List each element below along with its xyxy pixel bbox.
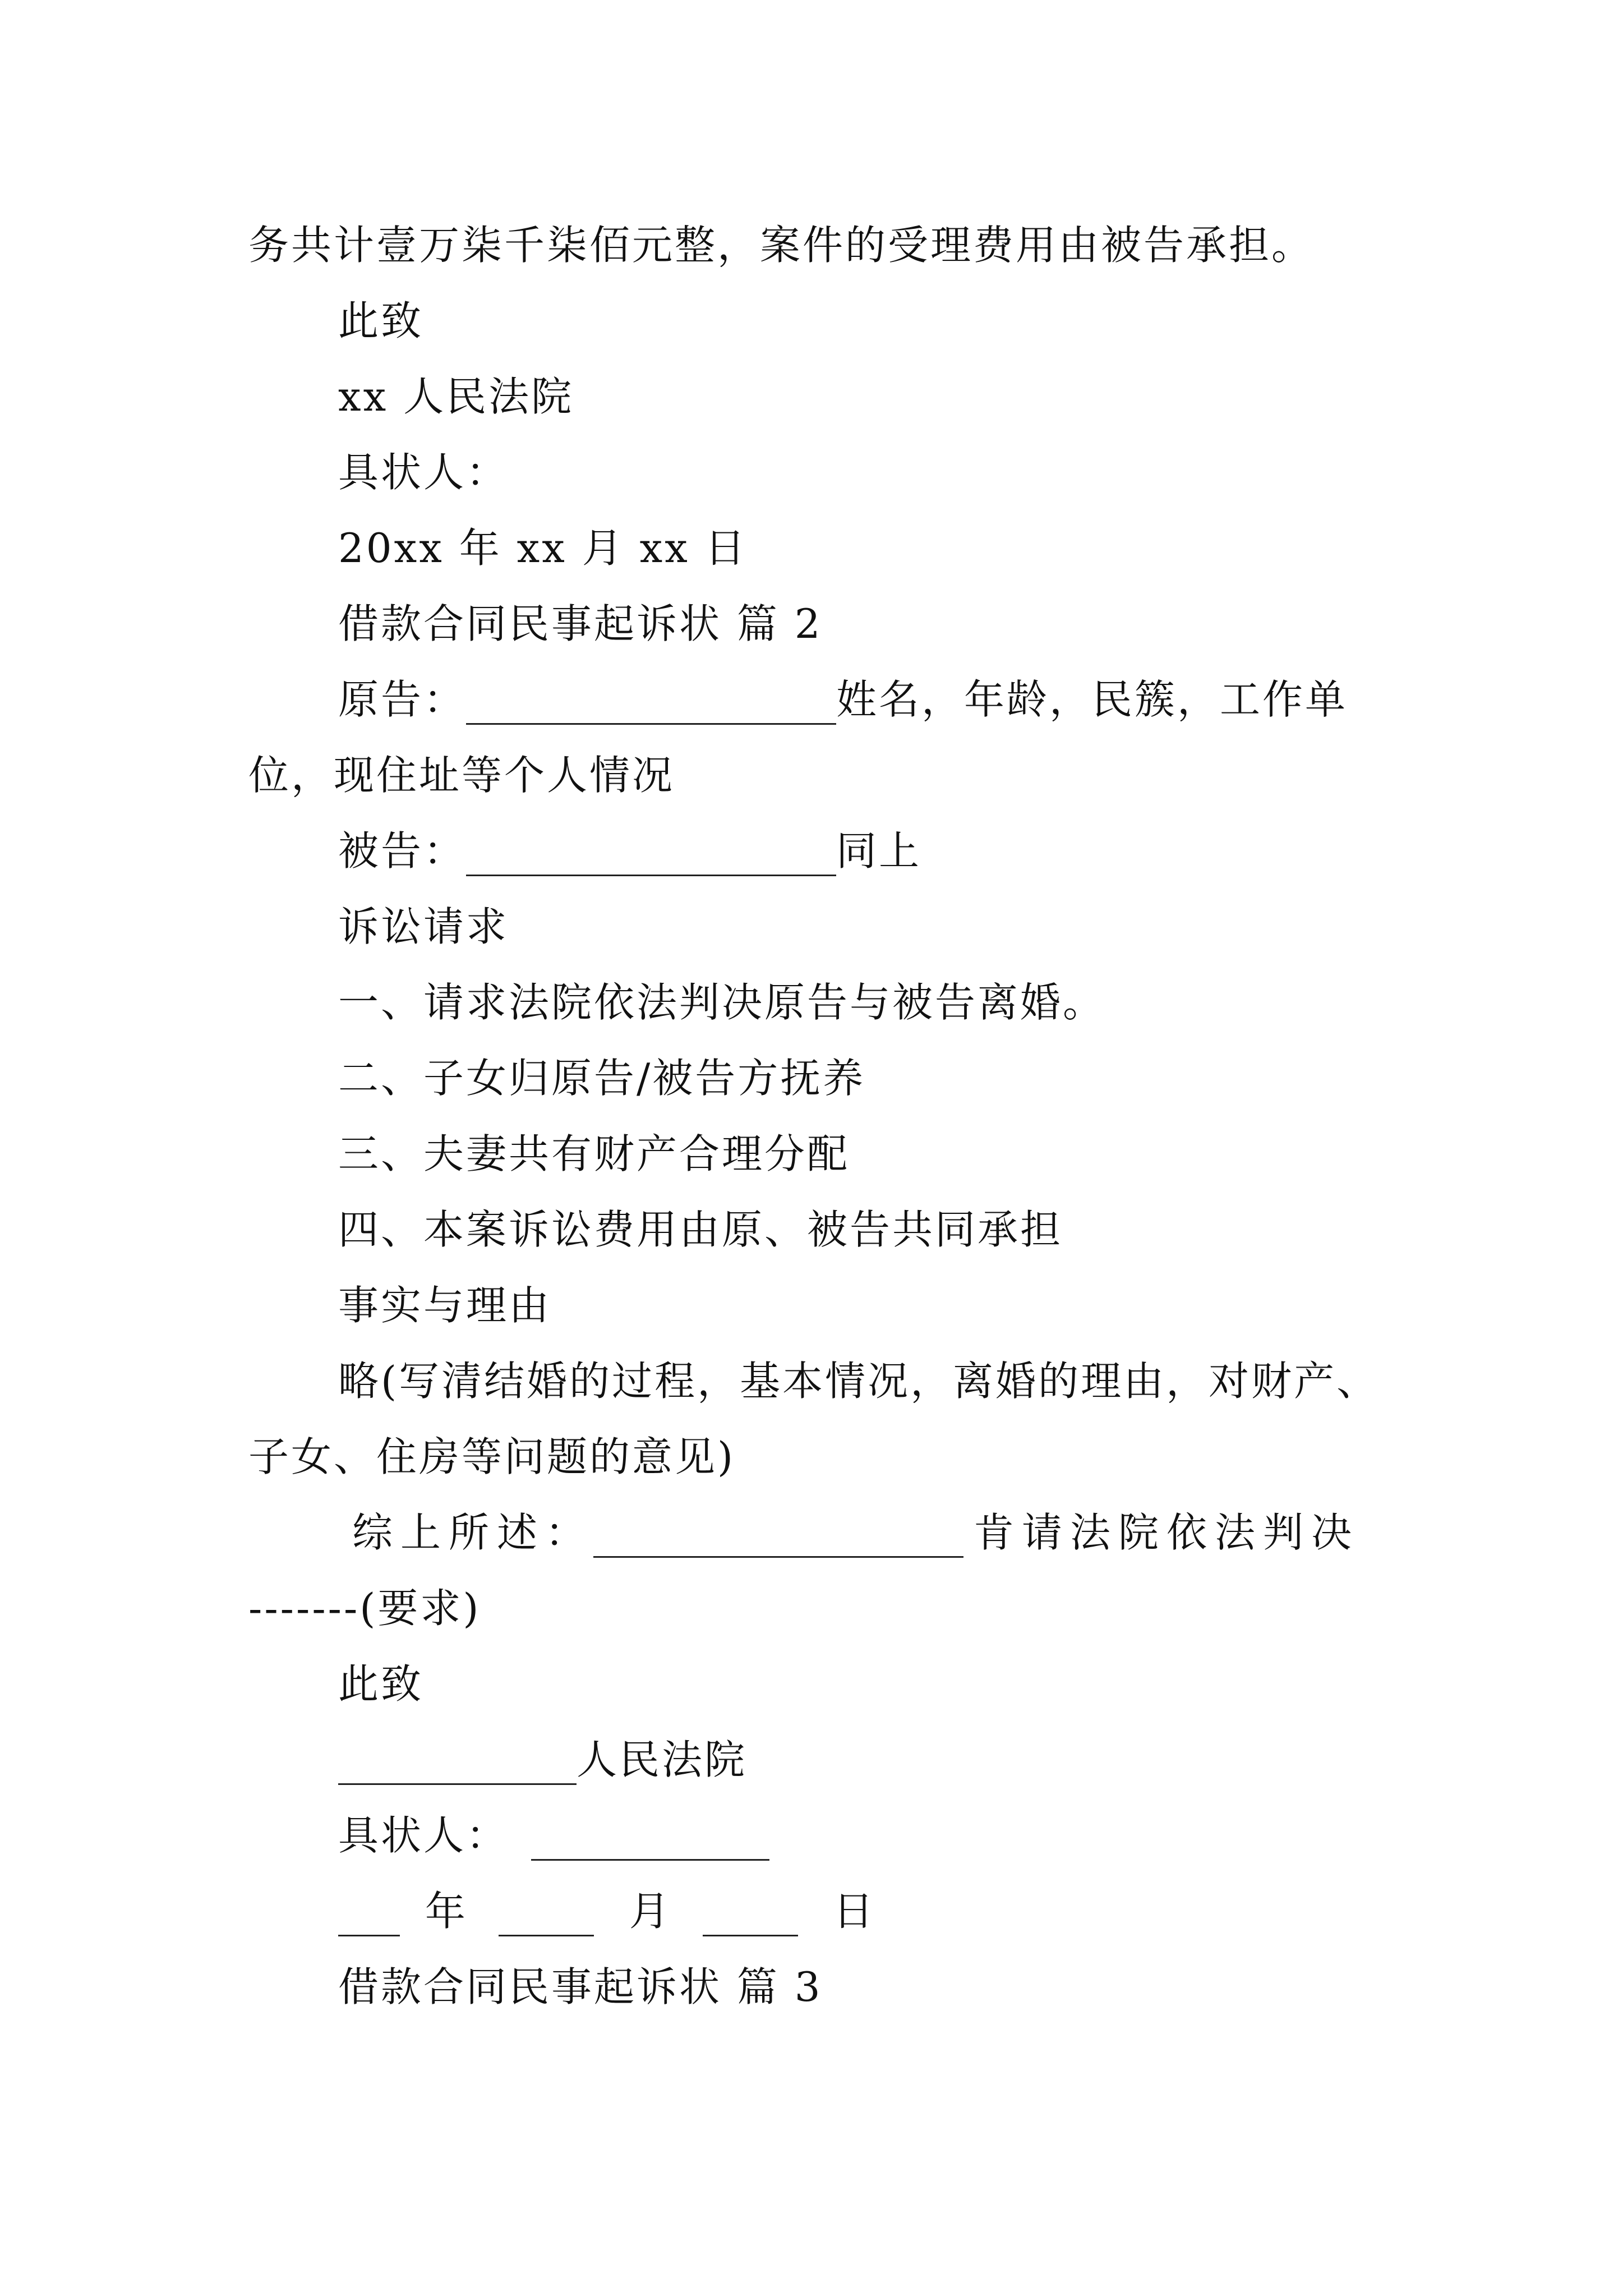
- plaintiff-label: 原告：: [338, 676, 467, 723]
- claim-item: 一、请求法院依法判决原告与被告离婚。: [338, 979, 1106, 1026]
- day-blank: [703, 1900, 798, 1936]
- day-label: 日: [833, 1888, 876, 1935]
- claim-item: 三、夫妻共有财产合理分配: [338, 1130, 850, 1177]
- defendant-label: 被告：: [338, 827, 467, 875]
- year-blank: [338, 1900, 400, 1936]
- month-blank: [499, 1900, 594, 1936]
- section-heading: 借款合同民事起诉状 篇 2: [338, 600, 823, 647]
- defendant-blank: [466, 840, 836, 876]
- paragraph-line: 务共计壹万柒千柒佰元整，案件的受理费用由被告承担。: [248, 222, 1315, 269]
- salutation: 此致: [338, 1660, 424, 1708]
- summary-label: 综上所述：: [352, 1509, 594, 1556]
- summary-line: [352, 1507, 1359, 1558]
- salutation: 此致: [338, 297, 424, 344]
- claim-item: 二、子女归原告/被告方抚养: [338, 1055, 866, 1102]
- claim-item: 四、本案诉讼费用由原、被告共同承担: [338, 1206, 1063, 1253]
- court-name: xx 人民法院: [338, 373, 574, 420]
- plaintiff-signature-label: 具状人：: [338, 449, 509, 496]
- claims-heading: 诉讼请求: [338, 903, 509, 950]
- paragraph-line: -------(要求): [248, 1585, 481, 1632]
- plaintiff-line: [338, 674, 1348, 725]
- summary-request: 肯请法院依法判决: [974, 1509, 1360, 1556]
- year-label: 年: [425, 1888, 468, 1935]
- date-line: 20xx 年 xx 月 xx 日: [338, 524, 748, 572]
- paragraph-line: 子女、住房等问题的意见): [248, 1433, 736, 1480]
- defendant-line: [338, 826, 921, 876]
- section-heading: 借款合同民事起诉状 篇 3: [338, 1963, 823, 2010]
- court-line: [338, 1734, 747, 1785]
- defendant-description: 同上: [836, 827, 922, 875]
- signature-label: 具状人：: [338, 1812, 509, 1859]
- paragraph-line: 略(写清结婚的过程，基本情况，离婚的理由，对财产、: [338, 1358, 1380, 1405]
- summary-blank: [593, 1521, 963, 1558]
- court-blank: [338, 1749, 577, 1785]
- facts-heading: 事实与理由: [338, 1282, 552, 1329]
- court-label: 人民法院: [577, 1736, 748, 1783]
- signature-blank: [531, 1824, 769, 1861]
- date-blank-line: [338, 1886, 876, 1936]
- month-label: 月: [629, 1888, 672, 1935]
- paragraph-line: 位，现住址等个人情况: [248, 752, 675, 799]
- plaintiff-blank: [466, 688, 836, 725]
- signature-line: [338, 1810, 769, 1861]
- plaintiff-description: 姓名，年龄，民簇，工作单: [836, 676, 1348, 723]
